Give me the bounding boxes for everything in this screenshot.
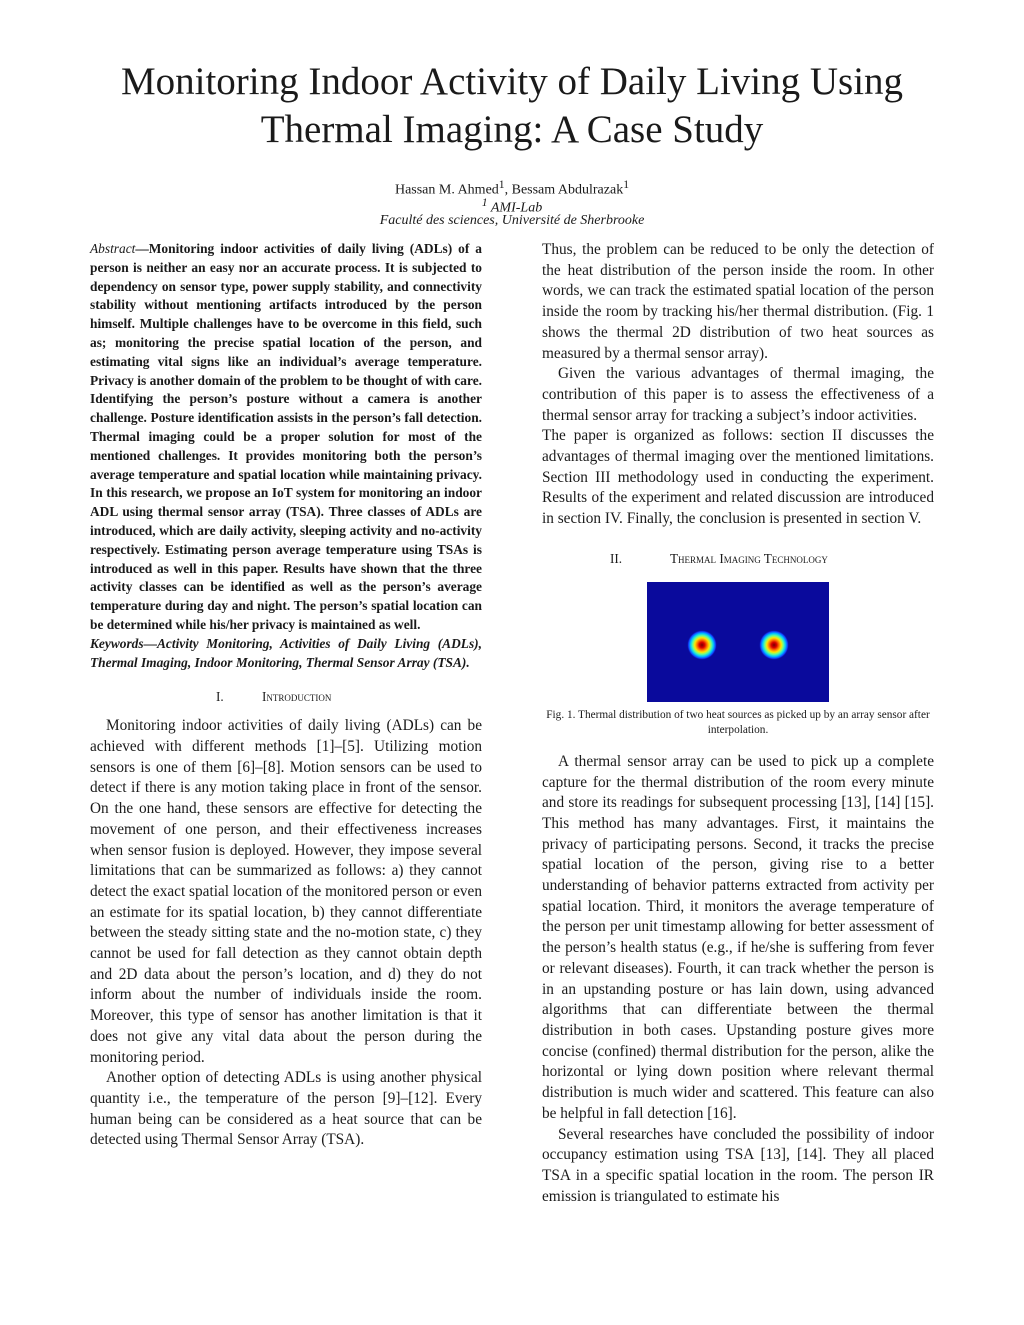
heat-source-2 — [759, 630, 789, 660]
keywords-text: Activity Monitoring, Activities of Daily Living (ADLs), Thermal Imaging, Indoor Monitoring, Thermal Sensor Array (TSA). — [90, 635, 482, 670]
affiliation-name: AMI-Lab — [487, 200, 543, 216]
abstract-label: Abstract — [90, 241, 136, 256]
author-1-affil: 1 — [498, 178, 505, 191]
author-2: Bessam Abdulrazak — [511, 182, 624, 198]
heat-source-1 — [687, 630, 717, 660]
figure-caption: Fig. 1. Thermal distribution of two heat sources as picked up by an array sensor after interpolation. — [546, 708, 930, 736]
keywords-dash: — — [143, 635, 157, 651]
paragraph: The paper is organized as follows: section II discusses the advantages of thermal imaging over the mentioned limitations. Section III methodology used in conducting the experiment. Results of the experiment and related discussion are introduced in section IV. Finally, the conclusion is presented in section V. — [542, 427, 934, 528]
paper-title — [60, 58, 964, 154]
paragraph: Monitoring indoor activities of daily living (ADLs) can be achieved with different methods [1]–[5]. Utilizing motion sensors is one of them [6]–[8]. Motion sensors can be used to detect if there is any motion taking place in front of the sensor. On the one hand, these sensors are effective for detecting the movement of one person, and their effectiveness increases when sensor fusion is deployed. However, they impose several limitations that can be summarized as follows: a) they cannot detect the exact spatial location of the monitored person or even an estimate for its spatial location, b) they cannot differentiate between the steady sitting state and the no-motion state, c) they cannot be used for fall detection as they cannot obtain depth and 2D data about the person’s location, and d) they do not inform about the number of individuals inside the room. Moreover, this type of sensor has another limitation is that it does not give any vital data about the person during the monitoring period. — [90, 717, 482, 1066]
keywords-label: Keywords — [90, 635, 144, 651]
abstract-text: Monitoring indoor activities of daily living (ADLs) of a person is neither an easy nor an accurate process. It is subjected to dependency on sensor type, power supply stability, and connectivity stability without mentioning artifacts introduced by the person himself. Multiple challenges have to be overcome in this field, such as; monitoring the precise spatial location of the person, and estimating vital signs like an individual’s average temperature. Privacy is another domain of the problem to be thought of with care. Identifying the person’s posture without a camera is another challenge. Posture identification assists in the person’s fall detection. Thermal imaging could be a proper solution for most of the mentioned challenges. It provides monitoring both the person’s average temperature and spatial location while maintaining privacy. In this research, we propose an IoT system for monitoring an indoor ADL using thermal sensor array (TSA). Three classes of ADLs are introduced, which are daily activity, sleeping activity and no-activity respectively. Estimating person average temperature using TSAs is introduced as well in this paper. Results have shown that the three activity classes can be identified as well as the person’s average temperature during day and night. The person’s spatial location can be determined while his/her privacy is maintained as well. — [90, 241, 482, 632]
section-number: II. — [610, 550, 623, 566]
left-column — [90, 240, 482, 1151]
right-column — [542, 240, 934, 1207]
institution: Faculté des sciences, Université de Sherbrooke — [379, 213, 645, 228]
author-block — [212, 176, 812, 230]
section-title: Introduction — [262, 689, 332, 705]
abstract-dash: — — [135, 241, 149, 256]
section-number: I. — [216, 689, 224, 705]
title-line-1: Monitoring Indoor Activity of Daily Living Using — [120, 60, 904, 103]
paragraph: A thermal sensor array can be used to pick up a complete capture for the thermal distribution of the room every minute and store its readings for subsequent processing [13], [14] [15]. This method has many advantages. First, it maintains the privacy of participating persons. Second, it tracks the precise spatial location of the person, giving rise to a better understanding of behavior patterns extracted from activity per spatial location. Third, it monitors the average temperature of the person per unit timestamp allowing for better assessment of the person’s health status (e.g., if he/she is suffering from fever or relevant diseases). Fourth, it can track whether the person is in an upstanding posture or has lain down, using advanced algorithms that can differentiate between the thermal distribution in both cases. Upstanding posture gives more concise (confined) thermal distribution for the person, alike the horizontal or lying down position where relevant thermal distribution is much wider and scattered. This feature can also be helpful in fall detection [16]. — [542, 752, 934, 1122]
section-heading-introduction — [90, 688, 482, 706]
author-1: Hassan M. Ahmed — [394, 182, 499, 198]
affiliation — [212, 194, 812, 216]
author-names — [212, 176, 812, 198]
section-title: Thermal Imaging Technology — [670, 550, 828, 566]
author-2-affil: 1 — [623, 178, 630, 191]
section-heading-thermal-imaging — [542, 550, 934, 568]
affiliation-sup: 1 — [481, 196, 488, 209]
thermal-background — [647, 582, 829, 702]
paragraph: Thus, the problem can be reduced to be only the detection of the heat distribution of the person inside the room. In other words, we can track the estimated spatial location of the person inside the room by tracking his/her thermal distribution. (Fig. 1 shows the thermal 2D distribution of two heat sources as measured by a thermal sensor array). — [542, 241, 934, 362]
author-separator: , — [504, 182, 512, 198]
keywords — [90, 635, 482, 673]
figure-thermal-distribution — [647, 582, 829, 702]
thermal-heatmap-image — [647, 582, 829, 702]
title-line-2: Thermal Imaging: A Case Study — [260, 108, 764, 151]
paragraph: Another option of detecting ADLs is using another physical quantity i.e., the temperature of the person [9]–[12]. Every human being can be considered as a heat source that can be detected using Thermal Sensor Array (TSA). — [90, 1069, 482, 1149]
abstract — [90, 240, 482, 635]
paragraph: Several researches have concluded the possibility of indoor occupancy estimation using TSA [13], [14]. They all placed TSA in a specific spatial location in the room. The person IR emission is triangulated to estimate his — [542, 1125, 934, 1205]
paragraph: Given the various advantages of thermal imaging, the contribution of this paper is to assess the effectiveness of a thermal sensor array for tracking a subject’s indoor activities. — [542, 365, 934, 424]
